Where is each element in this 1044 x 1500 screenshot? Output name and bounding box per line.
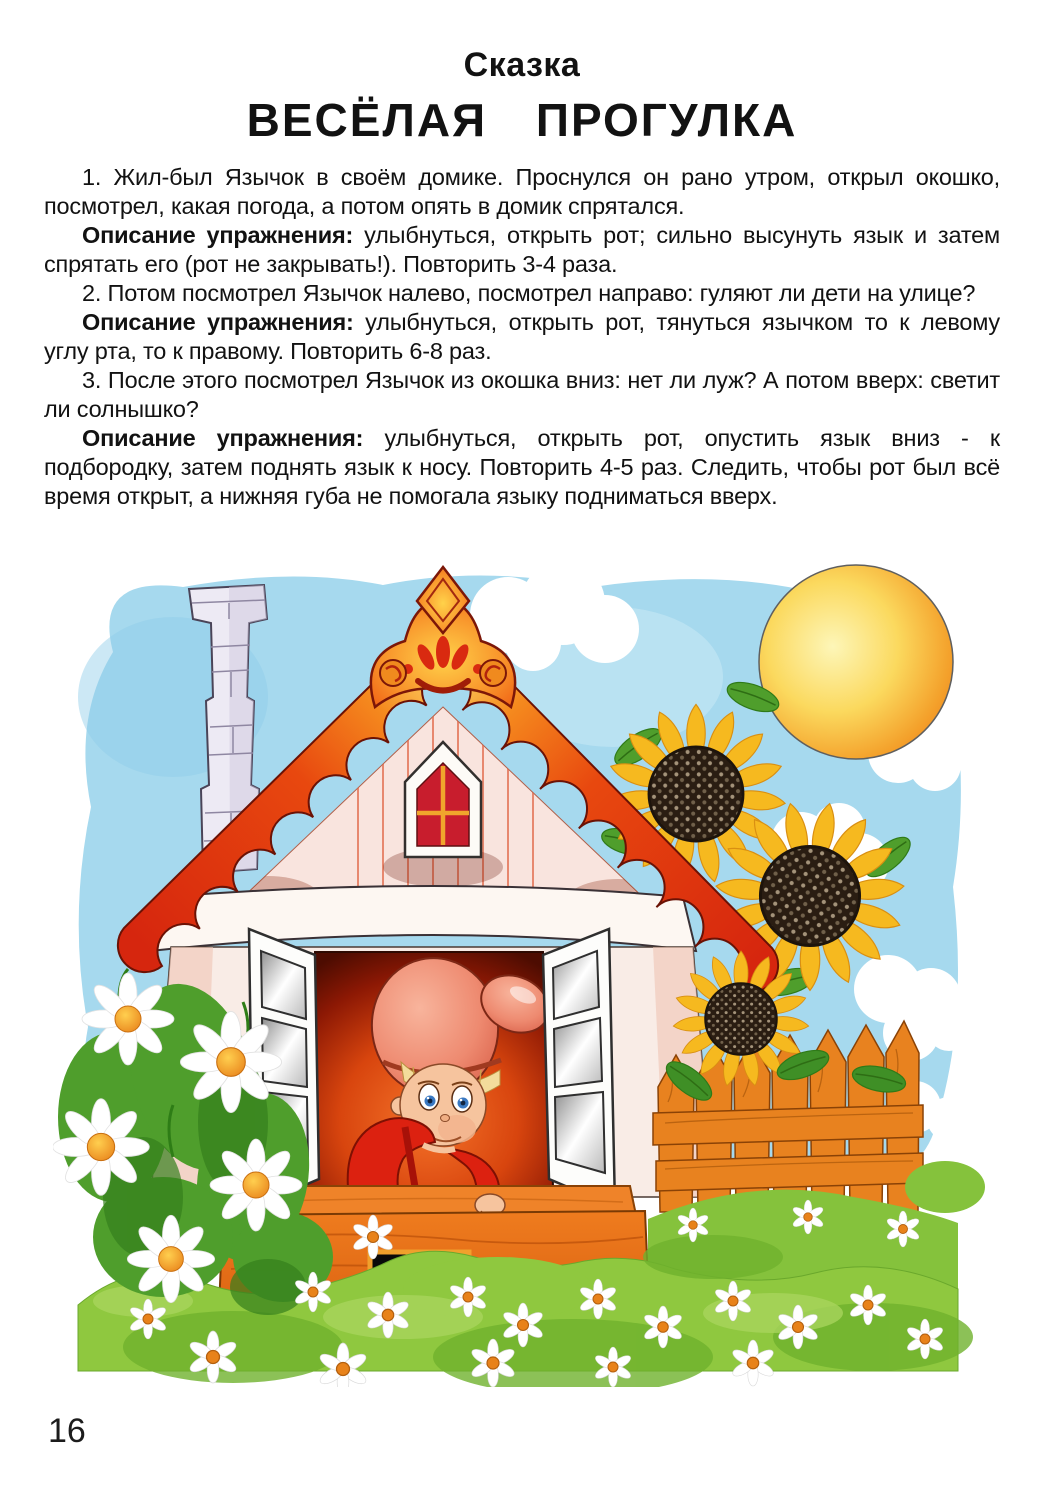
sun — [759, 565, 953, 759]
story-paragraph: Описание упражнения: улыбнуться, открыть рот, тянуться язычком то к левому углу рта, то к правому. Повторить 6-8 раз. — [44, 309, 1000, 364]
exercise-label: Описание упражнения: — [82, 309, 366, 335]
story-paragraph: Описание упражнения: улыбнуться, открыть рот; сильно высунуть язык и затем спрятать его (рот не закрывать!). Повторить 3-4 раза. — [44, 222, 1000, 277]
story-paragraph: Описание упражнения: улыбнуться, открыть рот, опустить язык вниз - к подбородку, затем поднять язык к носу. Повторить 4-5 раз. Следить, чтобы рот был всё время открыт, а нижняя губа не помогала языку подниматься вверх. — [44, 425, 1000, 509]
story-text — [0, 163, 1044, 511]
illustration — [53, 557, 988, 1387]
story-paragraph: 1. Жил-был Язычок в своём домике. Проснулся он рано утром, открыл окошко, посмотрел, какая погода, а потом опять в домик спрятался. — [44, 164, 1000, 219]
exercise-label: Описание упражнения: — [82, 222, 365, 248]
exercise-label: Описание упражнения: — [82, 425, 385, 451]
window-shutter-right — [543, 929, 615, 1207]
page-number: 16 — [48, 1412, 86, 1450]
story-paragraph: 2. Потом посмотрел Язычок налево, посмотрел направо: гуляют ли дети на улице? — [82, 280, 976, 306]
story-title: ВЕСЁЛАЯ ПРОГУЛКА — [246, 94, 798, 146]
story-paragraph: 3. После этого посмотрел Язычок из окошка вниз: нет ли луж? А потом вверх: светит ли солнышко? — [44, 367, 1000, 422]
story-kicker: Сказка — [463, 46, 581, 84]
